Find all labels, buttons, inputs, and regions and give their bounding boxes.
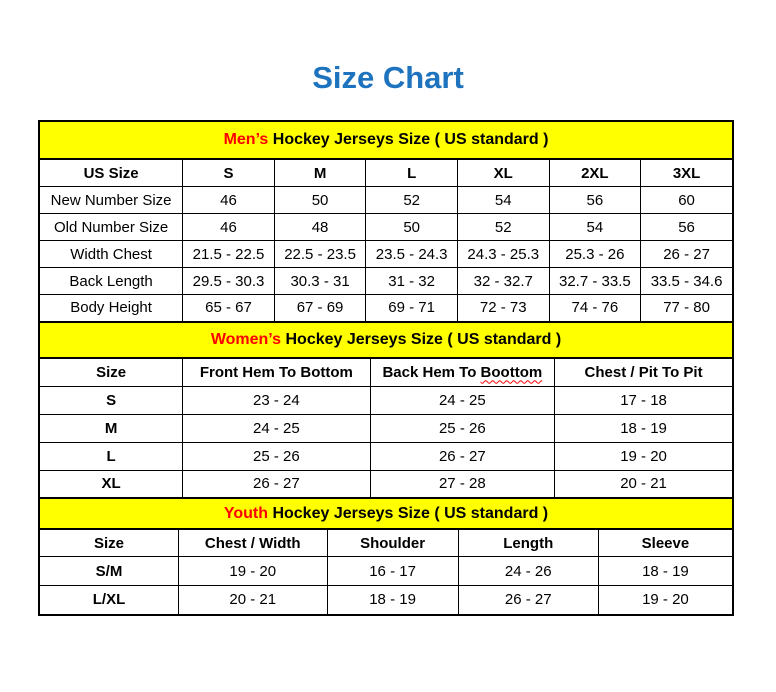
size-value-cell: 52 (457, 214, 549, 241)
size-value-cell: 32.7 - 33.5 (549, 268, 641, 295)
size-value-cell: 26 - 27 (641, 241, 733, 268)
size-value-cell: 24 - 25 (183, 414, 370, 442)
size-value-cell: 26 - 27 (183, 470, 370, 498)
row-label: XL (39, 470, 183, 498)
row-label: M (39, 414, 183, 442)
size-value-cell: 30.3 - 31 (274, 268, 366, 295)
size-value-cell: 52 (366, 187, 458, 214)
page-title: Size Chart (312, 60, 464, 95)
column-header: Shoulder (327, 529, 458, 557)
size-value-cell: 65 - 67 (183, 295, 275, 322)
size-value-cell: 18 - 19 (598, 557, 733, 586)
size-value-cell: 22.5 - 23.5 (274, 241, 366, 268)
size-value-cell: 19 - 20 (598, 586, 733, 615)
column-header: 3XL (641, 159, 733, 187)
section-accent-word: Men’s (223, 131, 269, 148)
section-band-row (39, 322, 733, 358)
size-value-cell: 24.3 - 25.3 (457, 241, 549, 268)
size-value-cell: 25 - 26 (183, 442, 370, 470)
size-value-cell: 21.5 - 22.5 (183, 241, 275, 268)
table-row (39, 268, 733, 295)
column-header-row (39, 529, 733, 557)
table-row (39, 557, 733, 586)
column-header: L (366, 159, 458, 187)
misspelled-word: Boottom (480, 363, 543, 381)
size-value-cell: 48 (274, 214, 366, 241)
column-header-row (39, 358, 733, 387)
size-value-cell: 50 (274, 187, 366, 214)
column-header-row (39, 159, 733, 187)
size-value-cell: 74 - 76 (549, 295, 641, 322)
row-label: New Number Size (39, 187, 183, 214)
size-value-cell: 24 - 26 (458, 557, 598, 586)
size-value-cell: 18 - 19 (555, 414, 733, 442)
section-title-text: Hockey Jerseys Size ( US standard ) (268, 131, 549, 148)
size-value-cell: 56 (641, 214, 733, 241)
size-value-cell: 72 - 73 (457, 295, 549, 322)
column-header: Length (458, 529, 598, 557)
table-row (39, 586, 733, 615)
size-value-cell: 26 - 27 (458, 586, 598, 615)
section-band-row (39, 498, 733, 529)
row-label: L (39, 442, 183, 470)
size-value-cell: 32 - 32.7 (457, 268, 549, 295)
size-value-cell: 23.5 - 24.3 (366, 241, 458, 268)
section-band-row (39, 121, 733, 159)
row-label: Back Length (39, 268, 183, 295)
youth-section-band (39, 498, 733, 529)
column-header: XL (457, 159, 549, 187)
size-value-cell: 46 (183, 214, 275, 241)
size-value-cell: 24 - 25 (370, 386, 555, 414)
size-value-cell: 23 - 24 (183, 386, 370, 414)
size-value-cell: 20 - 21 (555, 470, 733, 498)
column-header: Chest / Pit To Pit (555, 358, 733, 387)
table-row (39, 386, 733, 414)
size-value-cell: 27 - 28 (370, 470, 555, 498)
size-value-cell: 56 (549, 187, 641, 214)
row-label: S/M (39, 557, 178, 586)
size-tables (38, 120, 734, 616)
column-header: Sleeve (598, 529, 733, 557)
size-value-cell: 31 - 32 (366, 268, 458, 295)
column-header-text: Back Hem To (382, 363, 481, 381)
size-value-cell: 60 (641, 187, 733, 214)
size-value-cell: 20 - 21 (178, 586, 327, 615)
size-value-cell: 69 - 71 (366, 295, 458, 322)
table-row (39, 470, 733, 498)
column-header: Size (39, 358, 183, 387)
size-value-cell: 67 - 69 (274, 295, 366, 322)
section-accent-word: Women’s (210, 330, 282, 348)
size-value-cell: 54 (457, 187, 549, 214)
mens-section-band (39, 121, 733, 159)
column-header (370, 358, 555, 387)
column-header: Chest / Width (178, 529, 327, 557)
section-title-text: Hockey Jerseys Size ( US standard ) (268, 504, 549, 522)
table-row (39, 442, 733, 470)
mens-size-table (38, 120, 734, 323)
size-value-cell: 33.5 - 34.6 (641, 268, 733, 295)
column-header: S (183, 159, 275, 187)
row-label: Body Height (39, 295, 183, 322)
size-value-cell: 54 (549, 214, 641, 241)
size-value-cell: 19 - 20 (178, 557, 327, 586)
row-label: Width Chest (39, 241, 183, 268)
size-value-cell: 50 (366, 214, 458, 241)
column-header: 2XL (549, 159, 641, 187)
size-value-cell: 19 - 20 (555, 442, 733, 470)
womens-size-table (38, 321, 734, 500)
size-value-cell: 25.3 - 26 (549, 241, 641, 268)
size-value-cell: 16 - 17 (327, 557, 458, 586)
column-header: Front Hem To Bottom (183, 358, 370, 387)
table-row (39, 187, 733, 214)
size-value-cell: 26 - 27 (370, 442, 555, 470)
size-value-cell: 77 - 80 (641, 295, 733, 322)
section-title-text: Hockey Jerseys Size ( US standard ) (281, 330, 562, 348)
table-row (39, 241, 733, 268)
womens-section-band (39, 322, 733, 358)
row-label: L/XL (39, 586, 178, 615)
section-accent-word: Youth (223, 504, 268, 522)
column-header: Size (39, 529, 178, 557)
table-row (39, 414, 733, 442)
size-value-cell: 25 - 26 (370, 414, 555, 442)
size-value-cell: 18 - 19 (327, 586, 458, 615)
size-value-cell: 29.5 - 30.3 (183, 268, 275, 295)
column-header: US Size (39, 159, 183, 187)
column-header: M (274, 159, 366, 187)
table-row (39, 295, 733, 322)
youth-size-table (38, 497, 734, 616)
size-value-cell: 17 - 18 (555, 386, 733, 414)
table-row (39, 214, 733, 241)
row-label: S (39, 386, 183, 414)
size-value-cell: 46 (183, 187, 275, 214)
row-label: Old Number Size (39, 214, 183, 241)
